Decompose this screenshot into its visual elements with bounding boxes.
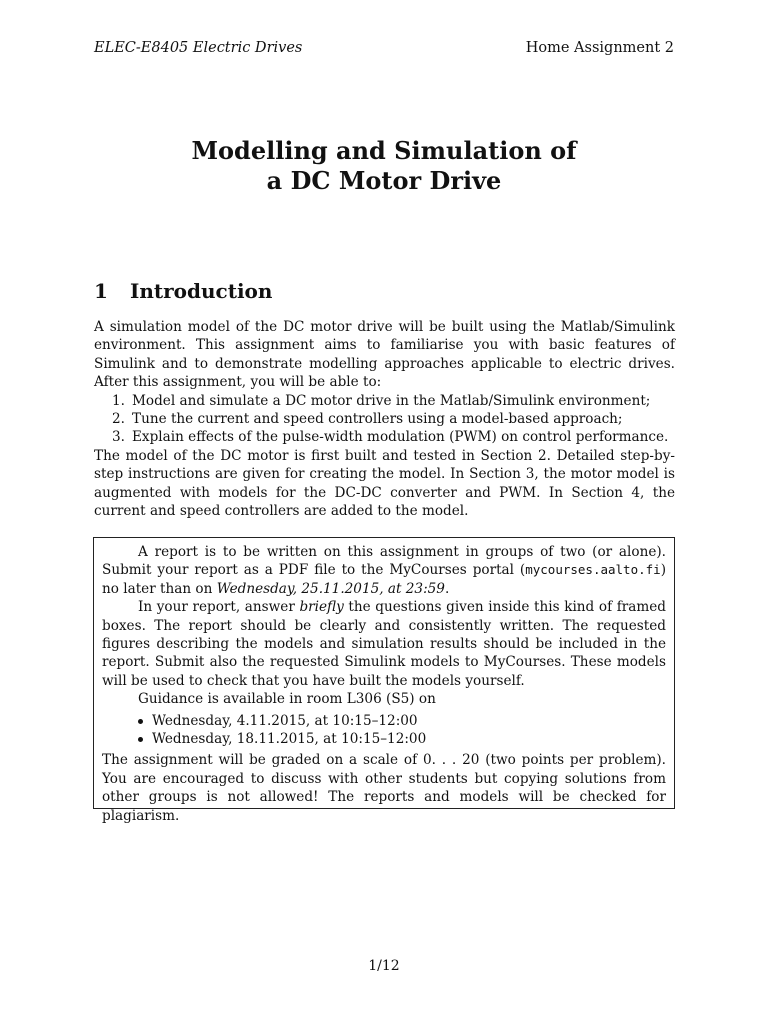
- list-item-text: Explain effects of the pulse-width modulation (PWM) on control performance.: [132, 429, 669, 446]
- section-heading: [94, 279, 272, 303]
- answer-text-a: In your report, answer: [138, 599, 300, 616]
- title-line-2: a DC Motor Drive: [266, 166, 502, 195]
- answer-paragraph: [102, 598, 666, 690]
- list-item: [102, 712, 666, 730]
- list-marker: 3.: [112, 429, 125, 446]
- assignment-name: Home Assignment 2: [525, 40, 674, 56]
- answer-text-b: the questions given inside this kind of framed boxes. The report should be clearly and consistently written. The requested figures describing the models and simulation results should be included in the report. Submit also the requested Simulink models to MyCourses. These models will be used to check that you have built the models yourself.: [102, 599, 666, 689]
- intro-paragraph-2: The model of the DC motor is first built and tested in Section 2. Detailed step-by-step instructions are given for creating the model. In Section 3, the motor model is augmented with models for the DC-DC converter and PWM. In Section 4, the current and speed controllers are added to the model.: [94, 447, 675, 520]
- report-text-b: ) no later than on: [102, 562, 666, 597]
- list-item-text: Model and simulate a DC motor drive in the Matlab/Simulink environment;: [132, 392, 651, 409]
- list-item-text: Tune the current and speed controllers using a model-based approach;: [132, 411, 623, 428]
- guidance-date: Wednesday, 18.11.2015, at 10:15–12:00: [152, 731, 427, 748]
- deadline-text: Wednesday, 25.11.2015, at 23:59: [216, 580, 445, 597]
- intro-paragraph-1: A simulation model of the DC motor drive will be built using the Matlab/Simulink environment. This assignment aims to familiarise you with basic features of Simulink and to demonstrate modelling approaches applicable to electric drives. After this assignment, you will be able to:: [94, 319, 675, 391]
- report-text-a: A report is to be written on this assignment in groups of two (or alone). Submit your report as a PDF file to the MyCourses portal (: [102, 544, 666, 579]
- guidance-paragraph: Guidance is available in room L306 (S5) on: [138, 691, 436, 708]
- guidance-dates-list: [102, 712, 666, 749]
- list-marker: 2.: [112, 411, 125, 428]
- guidance-date: Wednesday, 4.11.2015, at 10:15–12:00: [152, 712, 418, 729]
- report-paragraph: [102, 543, 666, 598]
- grading-paragraph: The assignment will be graded on a scale of 0. . . 20 (two points per problem). You are encouraged to discuss with other students but copying solutions from other groups is not allowed! The reports and models will be checked for plagiarism.: [102, 752, 666, 824]
- list-item: [94, 392, 675, 410]
- section-title: Introduction: [130, 279, 273, 303]
- bullet-icon: [138, 737, 143, 742]
- list-item: [102, 730, 666, 748]
- introduction-text: [94, 318, 675, 520]
- title-line-1: Modelling and Simulation of: [191, 136, 577, 165]
- mycourses-link[interactable]: mycourses.aalto.fi: [525, 562, 661, 578]
- bullet-icon: [138, 719, 143, 724]
- report-text-c: .: [444, 580, 450, 597]
- framed-instructions-box: [93, 537, 675, 824]
- page-number: 1/12: [368, 958, 400, 974]
- list-item: [94, 410, 675, 428]
- course-name: ELEC-E8405 Electric Drives: [94, 40, 303, 56]
- section-number: 1: [94, 279, 108, 303]
- list-item: [94, 428, 675, 446]
- running-header: [94, 40, 674, 60]
- document-title: [94, 136, 674, 196]
- learning-outcomes-list: [94, 392, 675, 447]
- briefly-emphasis: briefly: [299, 599, 344, 616]
- list-marker: 1.: [112, 392, 125, 409]
